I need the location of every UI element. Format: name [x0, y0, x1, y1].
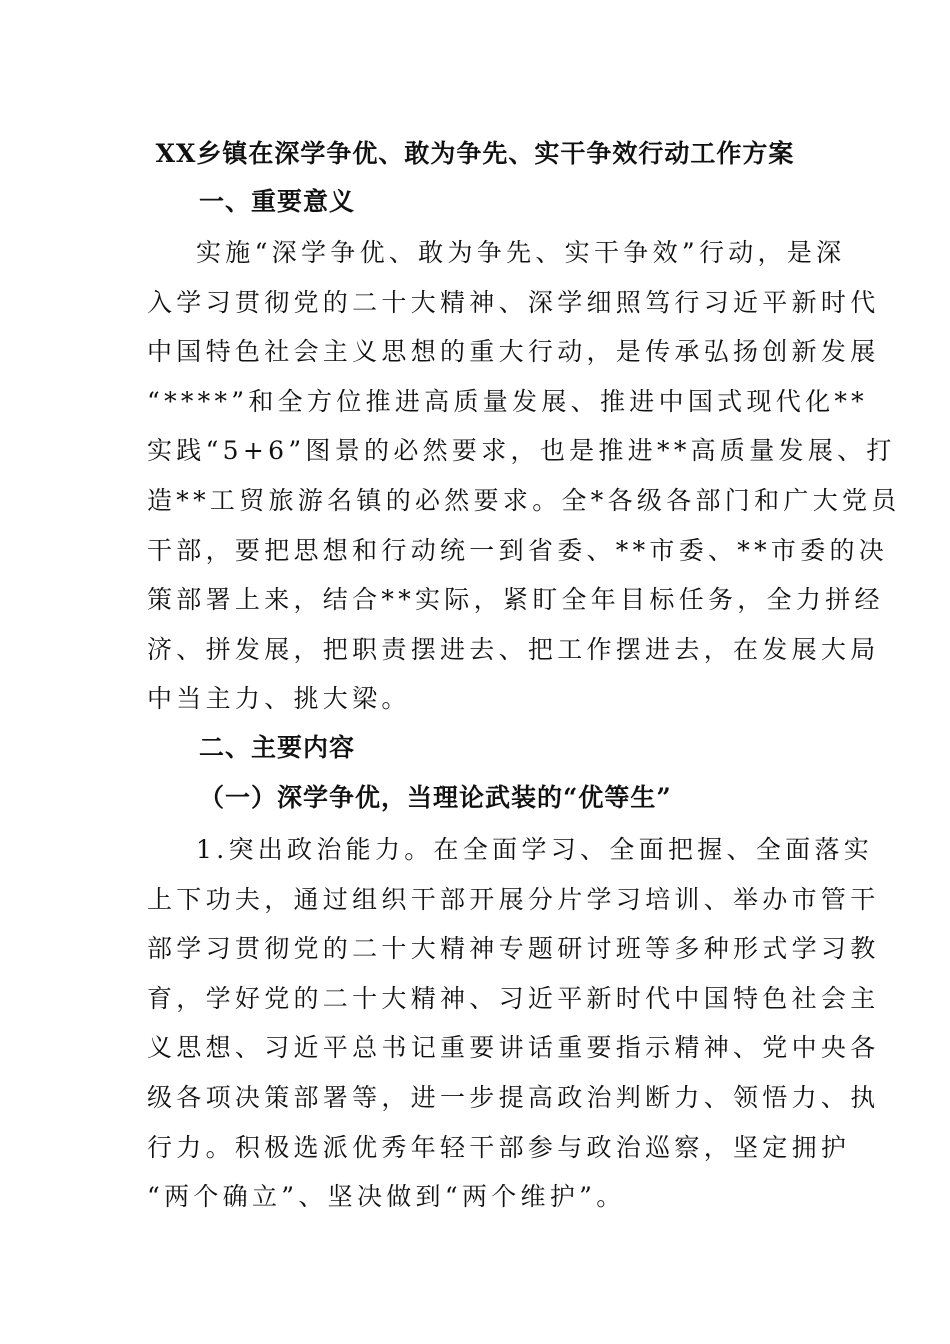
- subsection-heading: （一）深学争优，当理论武装的“优等生”: [199, 783, 672, 812]
- paragraph-line: 实施“深学争优、敢为争先、实干争效”行动，是深: [147, 238, 846, 267]
- paragraph-line: 策部署上来，结合**实际，紧盯全年目标任务，全力拼经: [147, 585, 884, 615]
- paragraph-line: 1.突出政治能力。在全面学习、全面把握、全面落实: [147, 835, 874, 864]
- paragraph-line: 上下功夫，通过组织干部开展分片学习培训、举办市管干: [147, 884, 880, 914]
- paragraph-line: 济、拼发展，把职责摆进去、把工作摆进去，在发展大局: [147, 634, 880, 664]
- paragraph-line: 中国特色社会主义思想的重大行动，是传承弘扬创新发展: [147, 337, 880, 367]
- paragraph-line: 干部，要把思想和行动统一到省委、**市委、**市委的决: [147, 535, 889, 565]
- paragraph-line: 中当主力、挑大梁。: [147, 684, 411, 714]
- document-title: XX乡镇在深学争优、敢为争先、实干争效行动工作方案: [155, 139, 795, 168]
- paragraph-line: 义思想、习近平总书记重要讲话重要指示精神、党中央各: [147, 1033, 880, 1063]
- section-heading-significance: 一、重要意义: [199, 187, 356, 216]
- paragraph-line: 实践“5+6”图景的必然要求，也是推进**高质量发展、打: [147, 436, 896, 466]
- paragraph-line: 入学习贯彻党的二十大精神、深学细照笃行习近平新时代: [147, 287, 880, 317]
- paragraph-political-ability: [147, 825, 880, 1222]
- paragraph-line: “两个确立”、坚决做到“两个维护”。: [147, 1182, 626, 1212]
- paragraph-significance: [147, 228, 901, 724]
- paragraph-line: 级各项决策部署等，进一步提高政治判断力、领悟力、执: [147, 1082, 880, 1112]
- paragraph-line: 育，学好党的二十大精神、习近平新时代中国特色社会主: [147, 983, 880, 1013]
- paragraph-line: 造**工贸旅游名镇的必然要求。全*各级各部门和广大党员: [147, 485, 901, 515]
- section-heading-main-content: 二、主要内容: [199, 733, 356, 762]
- paragraph-line: 行力。积极选派优秀年轻干部参与政治巡察，坚定拥护: [147, 1132, 851, 1162]
- paragraph-line: 部学习贯彻党的二十大精神专题研讨班等多种形式学习教: [147, 934, 880, 964]
- paragraph-line: “****”和全方位推进高质量发展、推进中国式现代化**: [147, 386, 868, 416]
